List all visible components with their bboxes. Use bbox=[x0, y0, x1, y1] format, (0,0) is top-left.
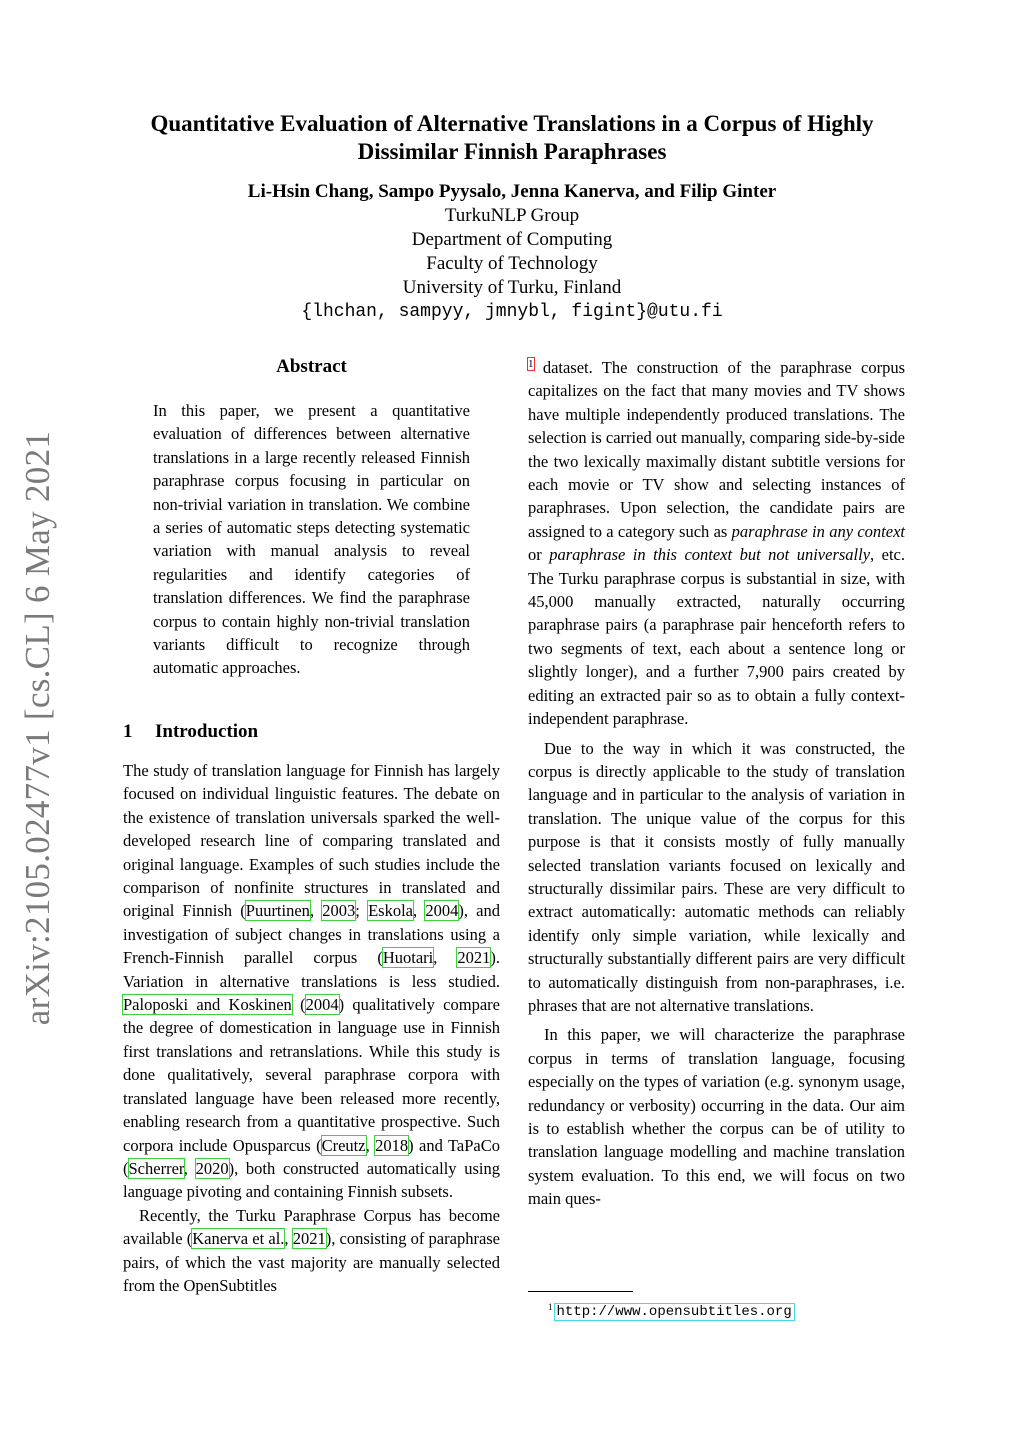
abstract-text: In this paper, we present a quantitative evaluation of differences between alternative translations in a large recently released Finnish paraphrase corpus focusing in particular on non-trivial variation in translation. We combine a series of automatic steps detecting systematic variation with manual analysis to reveal regularities and identify categories of translation differences. We find the paraphrase corpus to contain highly non-trivial translation variants difficult to recognize through automatic approaches. bbox=[153, 401, 470, 678]
intro-paragraph-4: In this paper, we will characterize the paraphrase corpus in terms of translation language, focusing especially on the types of variation (e.g. synonym usage, redundancy or verbosity) occurring in the data. Our aim is to establish whether the corpus can be of utility to translation language modelling and machine translation system evaluation. To this end, we will focus on two main ques- bbox=[528, 1025, 905, 1209]
arxiv-identifier: arXiv:2105.02477v1 [cs.CL] 6 May 2021 bbox=[18, 430, 57, 1026]
citation-year-link[interactable]: 2018 bbox=[375, 1135, 409, 1155]
affiliation-group: TurkuNLP Group bbox=[444, 205, 580, 226]
intro-paragraph-1: The study of translation language for Finnish has largely focused on individual linguistic features. The debate on the existence of translation universals sparked the well-developed research line of comparing translated and original language. Examples of such studies include the comparison of nonfinite structures in translated and original Finnish (Puurtinen, 2003; Eskola, 2004), and investigation of subject changes in translations using a French-Finnish parallel corpus (Huotari, 2021). Variation in alternative translations is less studied. Paloposki and Koskinen (2004) qualitatively compare the degree of domestication in language use in Finnish first translations and retranslations. While this study is done qualitatively, several paraphrase corpora with translated language have been released more recently, enabling research from a quantitative prospective. Such corpora include Opusparcus (Creutz, 2018) and TaPaCo (Scherrer, 2020), both constructed automatically using language pivoting and containing Finnish subsets. bbox=[123, 761, 500, 1202]
citation-year-link[interactable]: 2020 bbox=[195, 1158, 229, 1178]
author-emails: {lhchan, sampyy, jmnybl, figint}@utu.fi bbox=[301, 302, 723, 322]
citation-year-link[interactable]: 2004 bbox=[305, 995, 339, 1015]
citation-link[interactable]: Puurtinen bbox=[245, 901, 310, 921]
abstract-heading: Abstract bbox=[276, 356, 347, 377]
section-title: Introduction bbox=[155, 721, 259, 742]
author-list: Li-Hsin Chang, Sampo Pyysalo, Jenna Kanerva, and Filip Ginter bbox=[247, 181, 777, 202]
citation-link[interactable]: Kanerva et al. bbox=[192, 1229, 285, 1249]
affiliation-faculty: Faculty of Technology bbox=[426, 253, 598, 274]
footnote bbox=[548, 1297, 794, 1322]
title-line: Dissimilar Finnish Paraphrases bbox=[357, 139, 667, 164]
title-line: Quantitative Evaluation of Alternative Translations in a Corpus of Highly bbox=[150, 111, 874, 136]
citation-year-link[interactable]: 2004 bbox=[425, 901, 459, 921]
intro-paragraph-2-continued: $^1$ dataset. The construction of the paraphrase corpus capitalizes on the fact that many movies and TV shows have multiple independently produced translations. The selection is carried out manually, comparing side-by-side the two lexically maximally distant subtitle versions for each movie or TV show and selecting instances of paraphrases. Upon selection, the candidate pairs are assigned to a category such as paraphrase in any context or paraphrase in this context but not universally, etc. The Turku paraphrase corpus is substantial in size, with 45,000 manually extracted, naturally occurring paraphrase pairs (a paraphrase pair henceforth refers to two segments of text, each about a sentence long or slightly longer), and a further 7,900 pairs created by editing an extracted pair so as to obtain a fully context-independent paraphrase. bbox=[528, 357, 905, 729]
citation-year-link[interactable]: 2003 bbox=[322, 901, 356, 921]
right-column-body bbox=[528, 356, 905, 1211]
affiliation-university: University of Turku, Finland bbox=[402, 277, 622, 298]
citation-link[interactable]: Eskola bbox=[368, 901, 413, 921]
abstract-body bbox=[153, 399, 470, 680]
section-number: 1 bbox=[123, 721, 133, 742]
citation-year-link[interactable]: 2021 bbox=[292, 1229, 326, 1249]
footnote-divider bbox=[528, 1291, 633, 1292]
footnote-mark: 1 bbox=[548, 1302, 553, 1312]
affiliation-department: Department of Computing bbox=[411, 229, 613, 250]
intro-paragraph-3: Due to the way in which it was constructed, the corpus is directly applicable to the study of translation language and in particular to the analysis of variation in translation. The unique value of the corpus for this purpose is that it consists mostly of fully manually selected translation variants focused on lexically and structurally dissimilar pairs. These are very difficult to extract automatically: automatic methods can reliably identify only simple variation, while lexically and structurally substantially different pairs are very difficult to automatically distinguish from non-paraphrases, i.e. phrases that are not alternative translations. bbox=[528, 738, 905, 1015]
section-heading-introduction bbox=[123, 720, 258, 744]
intro-paragraph-2-start: Recently, the Turku Paraphrase Corpus has become available (Kanerva et al., 2021), consisting of paraphrase pairs, of which the vast majority are manually selected from the OpenSubtitles bbox=[123, 1205, 501, 1295]
paper-title bbox=[112, 110, 912, 166]
citation-link[interactable]: Creutz bbox=[321, 1135, 366, 1155]
citation-link[interactable]: Paloposki and Koskinen bbox=[123, 995, 292, 1015]
citation-link[interactable]: Scherrer bbox=[128, 1158, 184, 1178]
citation-link[interactable]: Huotari bbox=[382, 948, 434, 968]
left-column-body bbox=[123, 759, 500, 1297]
citation-year-link[interactable]: 2021 bbox=[457, 948, 491, 968]
footnote-reference-link[interactable]: 1 bbox=[528, 357, 534, 370]
footnote-url-link[interactable]: http://www.opensubtitles.org bbox=[556, 1304, 792, 1320]
